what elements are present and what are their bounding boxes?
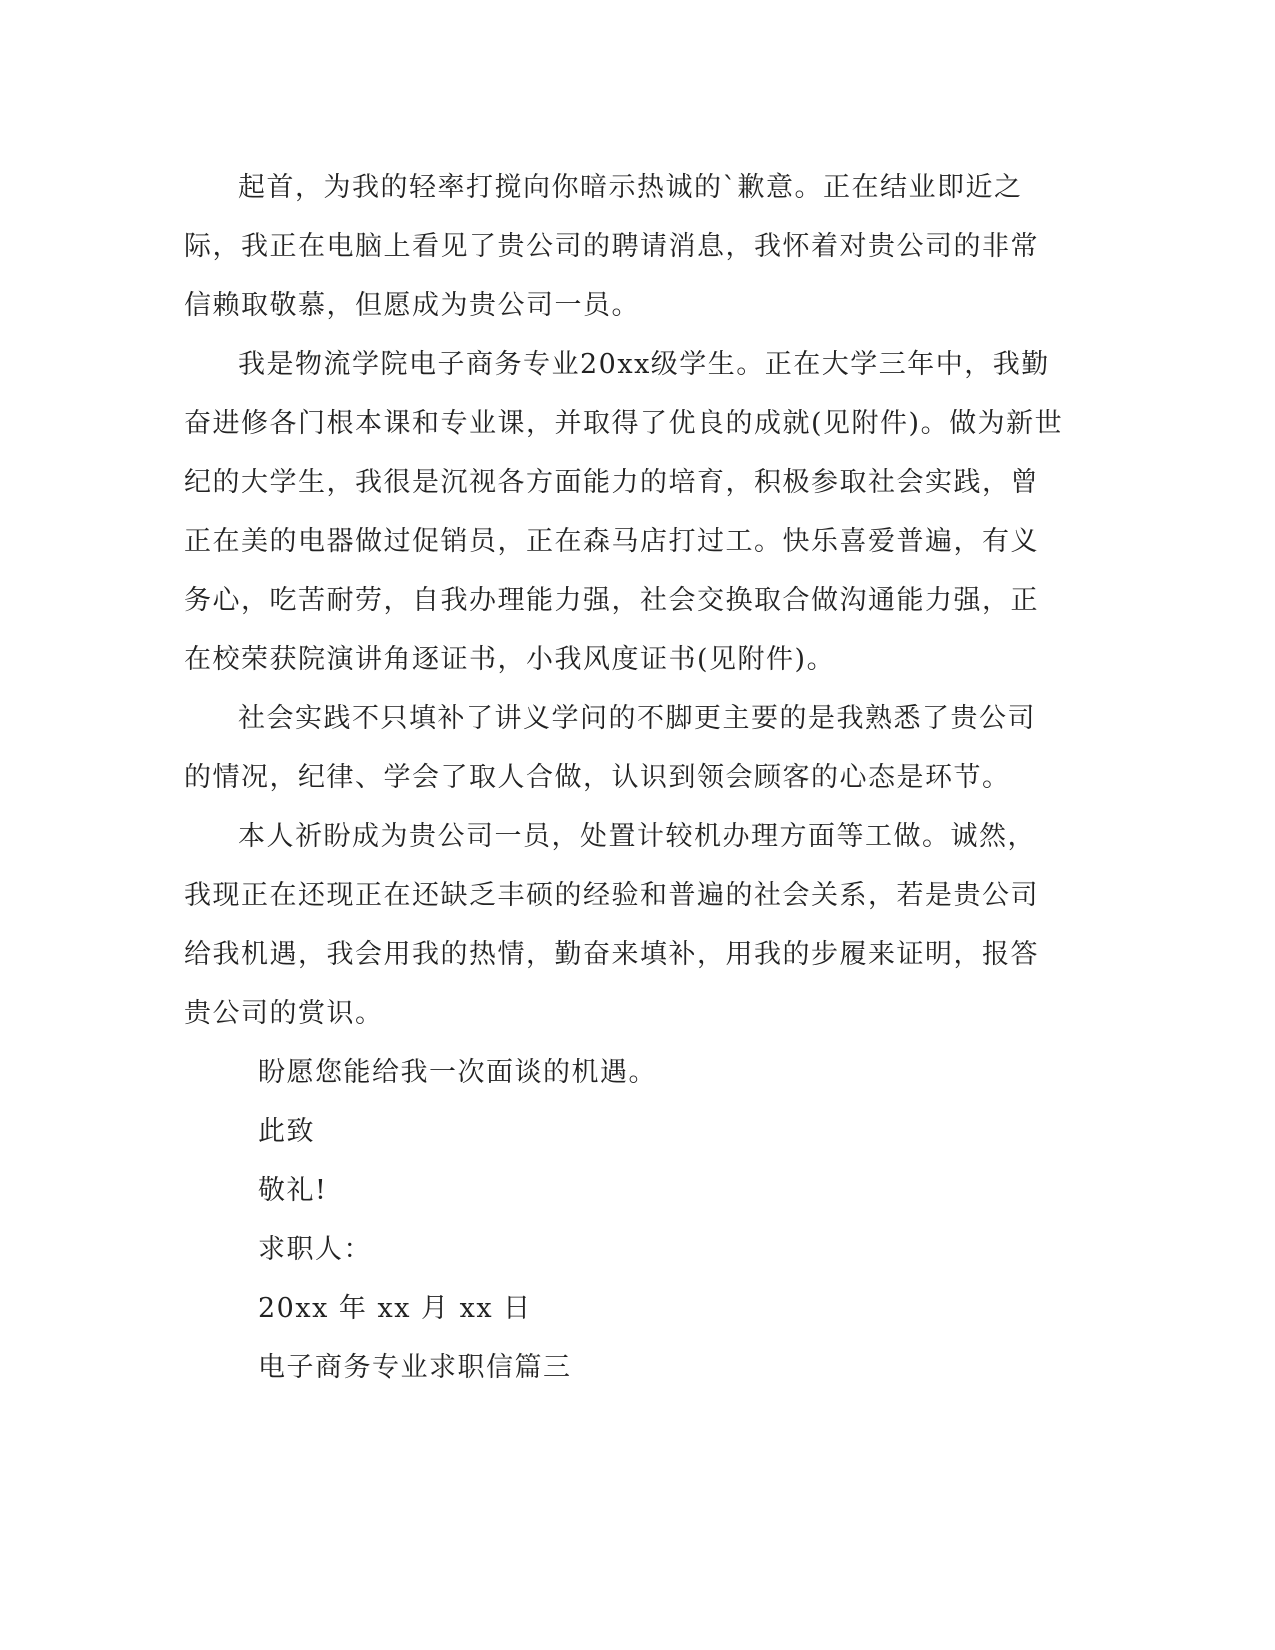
letter-body [184,158,1064,1397]
salutation-jing-li: 敬礼! [258,1175,328,1206]
salutation-ci-zhi: 此致 [258,1116,315,1147]
letter-date: 20xx 年 xx 月 xx 日 [258,1293,532,1324]
paragraph-practice: 社会实践不只填补了讲义学问的不脚更主要的是我熟悉了贵公司的情况，纪律、学会了取人合做，认识到领会顾客的心态是环节。 [184,703,1036,793]
paragraph-apology: 起首，为我的轻率打搅向你暗示热诚的`歉意。正在结业即近之际，我正在电脑上看见了贵公司的聘请消息，我怀着对贵公司的非常信赖取敬慕，但愿成为贵公司一员。 [184,172,1039,321]
paragraph-hope: 本人祈盼成为贵公司一员，处置计较机办理方面等工做。诚然，我现正在还现正在还缺乏丰硕的经验和普遍的社会关系，若是贵公司给我机遇，我会用我的热情，勤奋来填补，用我的步履来证明，报答贵公司的赏识。 [184,821,1039,1029]
closing-request: 盼愿您能给我一次面谈的机遇。 [258,1057,657,1088]
signature-label: 求职人： [258,1234,372,1265]
next-section-title: 电子商务专业求职信篇三 [258,1352,572,1383]
paragraph-background: 我是物流学院电子商务专业20xx级学生。正在大学三年中，我勤奋进修各门根本课和专业课，并取得了优良的成就(见附件)。做为新世纪的大学生，我很是沉视各方面能力的培育，积极参取社会实践，曾正在美的电器做过促销员，正在森马店打过工。快乐喜爱普遍，有义务心，吃苦耐劳，自我办理能力强，社会交换取合做沟通能力强，正在校荣获院演讲角逐证书，小我风度证书(见附件)。 [184,349,1064,675]
